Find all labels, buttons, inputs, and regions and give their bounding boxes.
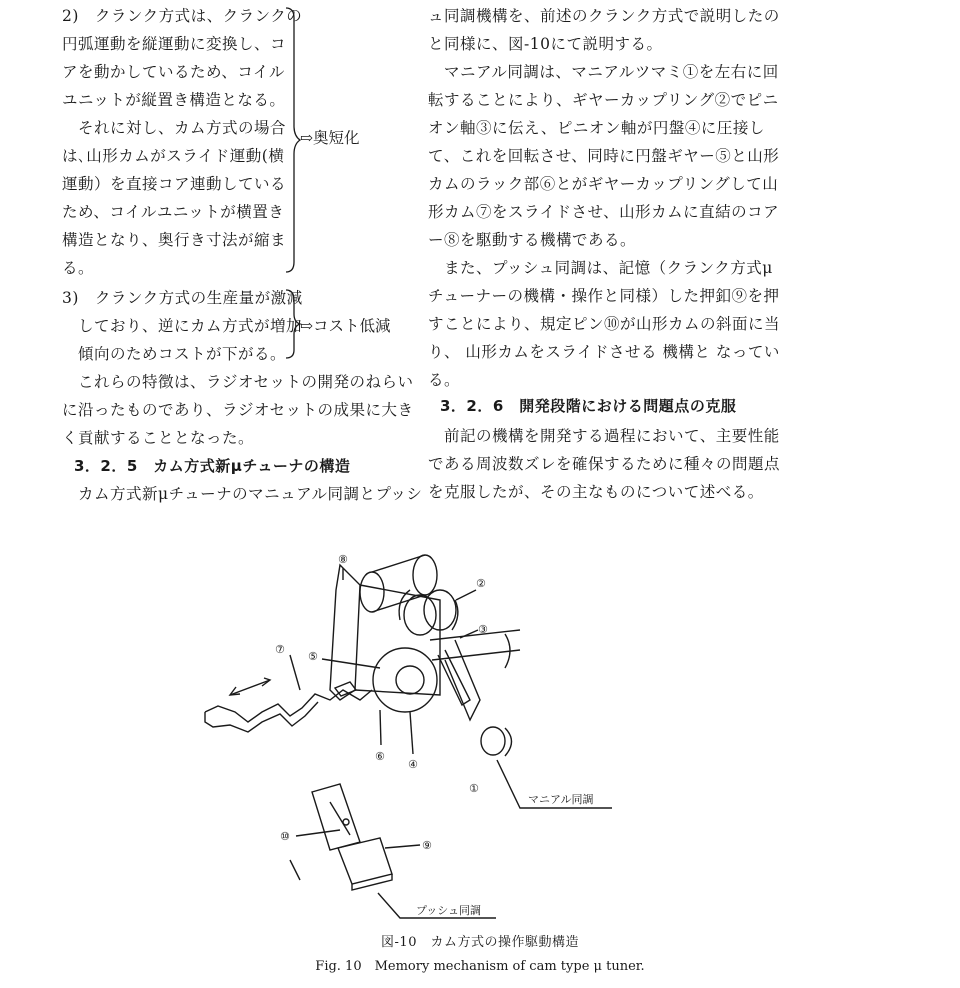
paragraph-line: マニアル同調は、マニアルツマミ①を左右に回	[428, 63, 779, 81]
figure-caption-en: Fig. 10 Memory mechanism of cam type μ tuner.	[315, 959, 645, 974]
label-7: ⑦	[275, 643, 285, 656]
paragraph-line: 転することにより、ギヤーカップリング②でピニ	[428, 91, 779, 109]
item2-line: 構造となり、奥行き寸法が縮ま	[62, 231, 287, 249]
paragraph-line: 前記の機構を開発する過程において、主要性能	[428, 427, 780, 445]
label-1: ①	[469, 782, 479, 795]
mechanism-diagram	[0, 555, 612, 918]
item2-line: は､山形カムがスライド運動(横	[62, 147, 285, 165]
paragraph-line: カムのラック部⑥とがギヤーカップリングして山	[428, 175, 779, 193]
label-10: ⑩	[280, 830, 290, 843]
brace-item3	[286, 290, 300, 358]
item2-line: それに対し、カム方式の場合	[62, 119, 287, 137]
push-frame	[312, 784, 360, 850]
item2-line: 2) クランク方式は、クランクの	[62, 7, 303, 25]
paragraph-line: である周波数ズレを確保するために種々の問題点	[428, 455, 781, 473]
item2-line: ユニットが縦置き構造となる。	[62, 91, 286, 109]
label-5: ⑤	[308, 650, 318, 663]
label-3: ③	[478, 623, 488, 636]
brace-label-cost: ⇨コスト低減	[300, 317, 391, 335]
paragraph-line: ュ同調機構を、前述のクランク方式で説明したの	[428, 7, 780, 25]
disk	[373, 648, 437, 712]
cam-slide-base	[205, 702, 318, 732]
section-heading-325: 3．2．5 カム方式新μチューナの構造	[74, 457, 351, 475]
item2-line: 運動）を直接コア連動している	[62, 175, 287, 193]
paragraph-line: チューナーの機構・操作と同様）した押釦⑨を押	[428, 287, 780, 305]
paragraph-line: に沿ったものであり、ラジオセットの成果に大き	[62, 401, 414, 419]
item3-line: 傾向のためコストが下がる。	[62, 345, 287, 363]
core-roller-end	[360, 572, 384, 612]
paragraph-line: を克服したが、その主なものについて述べる。	[428, 483, 764, 501]
paragraph-line: カム方式新μチューナのマニュアル同調とプッシ	[62, 485, 423, 503]
paragraph-line: 形カム⑦をスライドさせ、山形カムに直結のコア	[428, 203, 780, 221]
brace-label-depth: ⇨奥短化	[300, 129, 360, 147]
paragraph-line: る。	[428, 371, 461, 389]
paragraph-line: ー⑧を駆動する機構である。	[428, 231, 637, 249]
item3-line: 3) クランク方式の生産量が激減	[62, 289, 303, 307]
manual-knob	[481, 727, 505, 755]
label-2: ②	[476, 577, 486, 590]
label-4: ④	[408, 758, 418, 771]
label-9: ⑨	[422, 839, 432, 852]
item3-line: しており、逆にカム方式が増加	[62, 317, 303, 335]
paragraph-line: また、プッシュ同調は、記憶（クランク方式μ	[428, 259, 773, 277]
brace-item2	[286, 8, 300, 272]
paragraph-line: く貢献することとなった。	[62, 429, 255, 447]
paragraph-line: オン軸③に伝え、ピニオン軸が円盤④に圧接し	[428, 119, 765, 137]
manual-tuning-label: マニアル同調	[528, 793, 594, 806]
paragraph-line: り、 山形カムをスライドさせる 機構と なってい	[428, 343, 780, 361]
push-button	[338, 838, 392, 884]
paragraph-line: と同様に、図-10にて説明する。	[428, 35, 663, 53]
paragraph-line: これらの特徴は、ラジオセットの開発のねらい	[62, 373, 414, 391]
item2-line: アを動かしているため、コイル	[62, 63, 285, 81]
push-tuning-label: プッシュ同調	[416, 904, 482, 917]
figure-caption-ja: 図-10 カム方式の操作駆動構造	[381, 935, 579, 950]
gear-coupling	[404, 595, 436, 635]
item2-line: る。	[62, 259, 95, 277]
label-8: ⑧	[338, 553, 348, 566]
disk-gear	[396, 666, 424, 694]
main-plate	[330, 565, 360, 700]
label-6: ⑥	[375, 750, 385, 763]
section-heading-326: 3．2．6 開発段階における問題点の克服	[440, 397, 737, 415]
paragraph-line: て、これを回転させ、同時に円盤ギヤー⑤と山形	[428, 147, 780, 165]
paragraph-line: すことにより、規定ピン⑩が山形カムの斜面に当	[428, 315, 781, 333]
item2-line: ため、コイルユニットが横置き	[62, 203, 285, 221]
item2-line: 円弧運動を縦運動に変換し、コ	[62, 35, 287, 53]
